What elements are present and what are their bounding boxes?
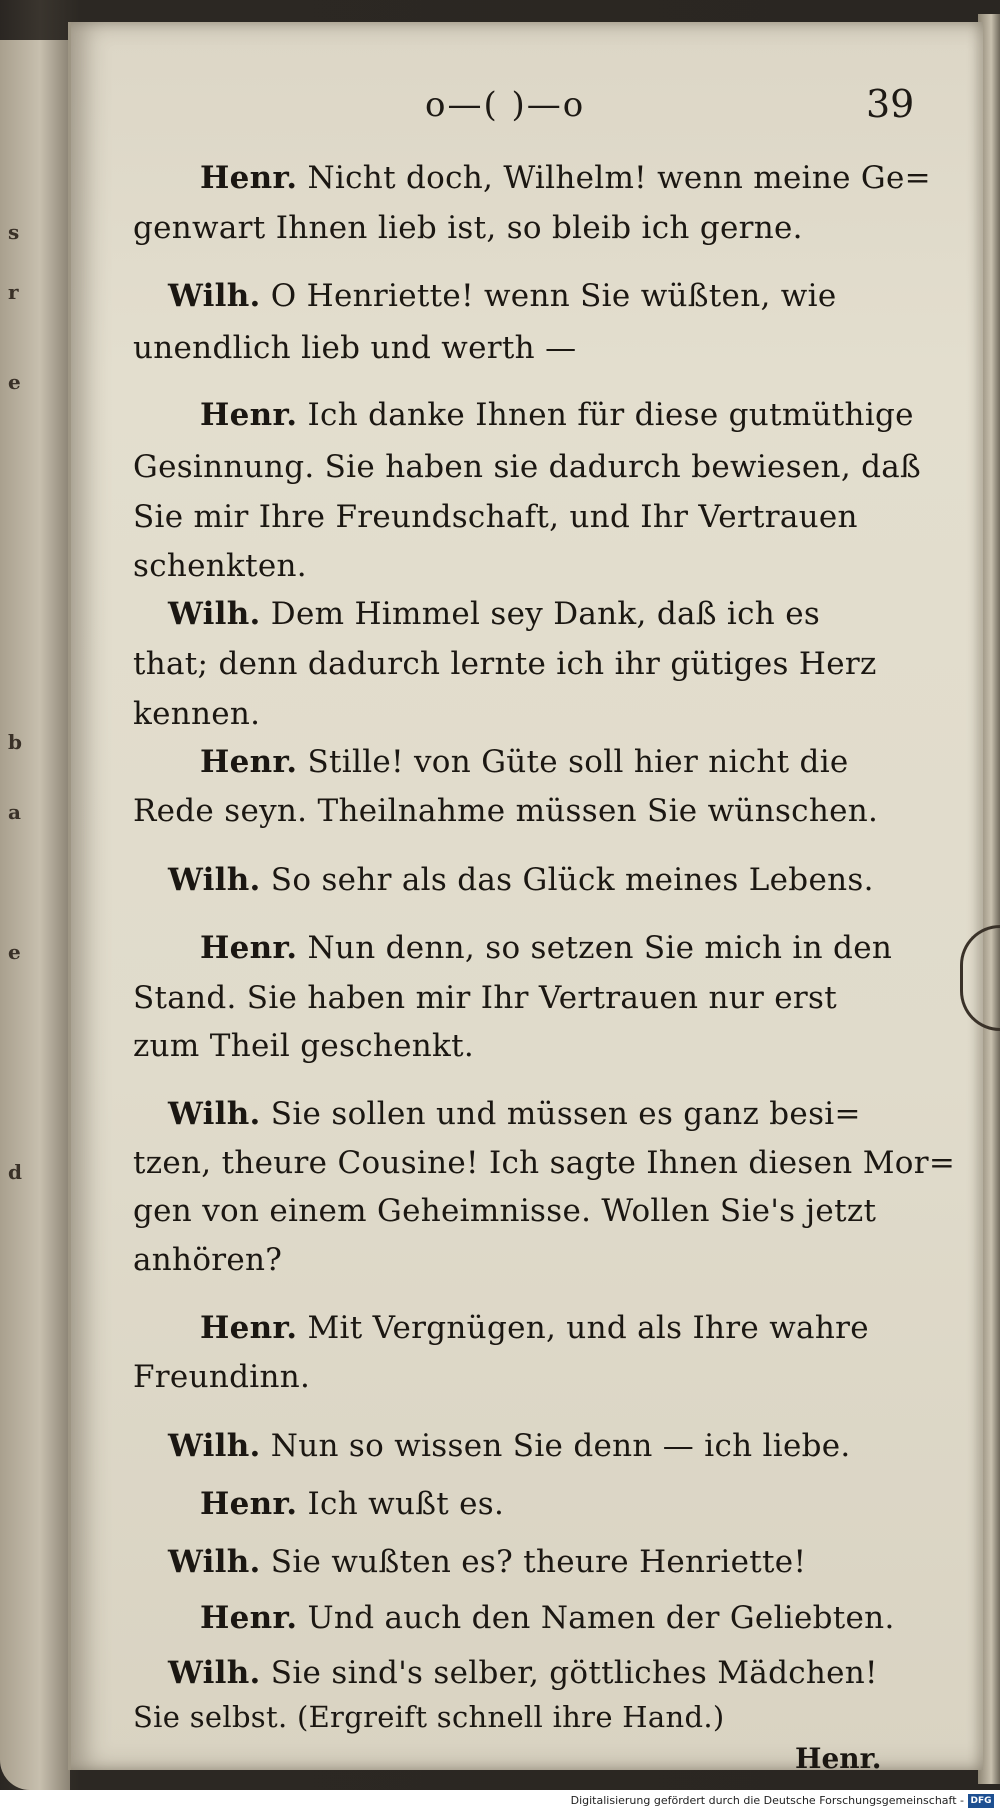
footer-credit: Digitalisierung gefördert durch die Deutsche Forschungsgemeinschaft - <box>570 1794 964 1807</box>
line-text: Sie sollen und müssen es ganz besi= <box>260 1096 861 1132</box>
text-line <box>168 278 836 314</box>
speaker-name: Henr. <box>200 1310 298 1346</box>
bleed-glyph: s <box>8 220 20 244</box>
text-line: genwart Ihnen lieb ist, so bleib ich gerne. <box>133 210 803 246</box>
text-line <box>200 744 849 780</box>
line-text: O Henriette! wenn Sie wüßten, wie <box>260 278 837 314</box>
text-line <box>168 862 874 898</box>
line-text: Sie sind's selber, göttliches Mädchen! <box>260 1655 878 1691</box>
speaker-name: Henr. <box>200 744 298 780</box>
speaker-name: Wilh. <box>168 1428 261 1464</box>
speaker-name: Henr. <box>200 1600 298 1636</box>
text-line: kennen. <box>133 696 261 732</box>
text-line: Freundinn. <box>133 1359 311 1395</box>
text-line: schenkten. <box>133 548 307 584</box>
text-line <box>200 160 931 196</box>
text-line: Sie mir Ihre Freundschaft, und Ihr Vertrauen <box>133 499 858 535</box>
line-text: Ich danke Ihnen für diese gutmüthige <box>297 397 914 433</box>
text-line <box>200 1486 504 1522</box>
text-line: zum Theil geschenkt. <box>133 1028 475 1064</box>
line-text: Stille! von Güte soll hier nicht die <box>297 744 849 780</box>
speaker-name: Henr. <box>200 397 298 433</box>
speaker-name: Wilh. <box>168 596 261 632</box>
text-line: anhören? <box>133 1242 283 1278</box>
text-line: Rede seyn. Theilnahme müssen Sie wünschen. <box>133 793 879 829</box>
speaker-name: Wilh. <box>168 278 261 314</box>
text-line: that; denn dadurch lernte ich ihr gütiges Herz <box>133 646 877 682</box>
speaker-name: Henr. <box>200 930 298 966</box>
text-line: tzen, theure Cousine! Ich sagte Ihnen diesen Mor= <box>133 1145 956 1181</box>
text-line <box>200 1600 895 1636</box>
line-text: Dem Himmel sey Dank, daß ich es <box>260 596 821 632</box>
speaker-name: Wilh. <box>168 1096 261 1132</box>
text-line: Stand. Sie haben mir Ihr Vertrauen nur erst <box>133 980 837 1016</box>
speaker-name: Wilh. <box>168 862 261 898</box>
line-text: Und auch den Namen der Geliebten. <box>297 1600 895 1636</box>
bleed-glyph: b <box>8 730 22 754</box>
page-number: 39 <box>866 82 915 126</box>
header-ornament: o—( )—o <box>425 85 586 125</box>
speaker-name: Henr. <box>200 160 298 196</box>
bleed-glyph: r <box>8 280 19 304</box>
line-text: Sie wußten es? theure Henriette! <box>260 1544 807 1580</box>
previous-page-edge <box>0 40 70 1790</box>
text-line <box>168 1428 851 1464</box>
speaker-name: Henr. <box>200 1486 298 1522</box>
line-text: Nun so wissen Sie denn — ich liebe. <box>260 1428 851 1464</box>
catchword: Henr. <box>795 1742 882 1775</box>
speaker-name: Wilh. <box>168 1544 261 1580</box>
dfg-logo: DFG <box>968 1794 994 1808</box>
text-line: gen von einem Geheimnisse. Wollen Sie's jetzt <box>133 1193 877 1229</box>
footer-strip <box>0 1790 1000 1813</box>
bleed-glyph: d <box>8 1160 22 1184</box>
line-text: Ich wußt es. <box>297 1486 505 1522</box>
text-line: Gesinnung. Sie haben sie dadurch bewiesen, daß <box>133 449 922 485</box>
bleed-glyph: e <box>8 940 21 964</box>
text-line: unendlich lieb und werth — <box>133 330 577 366</box>
line-text: So sehr als das Glück meines Lebens. <box>260 862 874 898</box>
bleed-glyph: a <box>8 800 21 824</box>
text-line <box>200 397 914 433</box>
text-line <box>168 1655 878 1691</box>
text-line <box>168 596 820 632</box>
speaker-name: Wilh. <box>168 1655 261 1691</box>
text-line: Sie selbst. (Ergreift schnell ihre Hand.) <box>133 1700 725 1734</box>
bleed-glyph: e <box>8 370 21 394</box>
text-line <box>200 930 892 966</box>
line-text: Nun denn, so setzen Sie mich in den <box>297 930 893 966</box>
line-text: Mit Vergnügen, und als Ihre wahre <box>297 1310 869 1346</box>
text-line <box>168 1544 806 1580</box>
line-text: Nicht doch, Wilhelm! wenn meine Ge= <box>297 160 931 196</box>
text-line <box>200 1310 869 1346</box>
text-line <box>168 1096 861 1132</box>
